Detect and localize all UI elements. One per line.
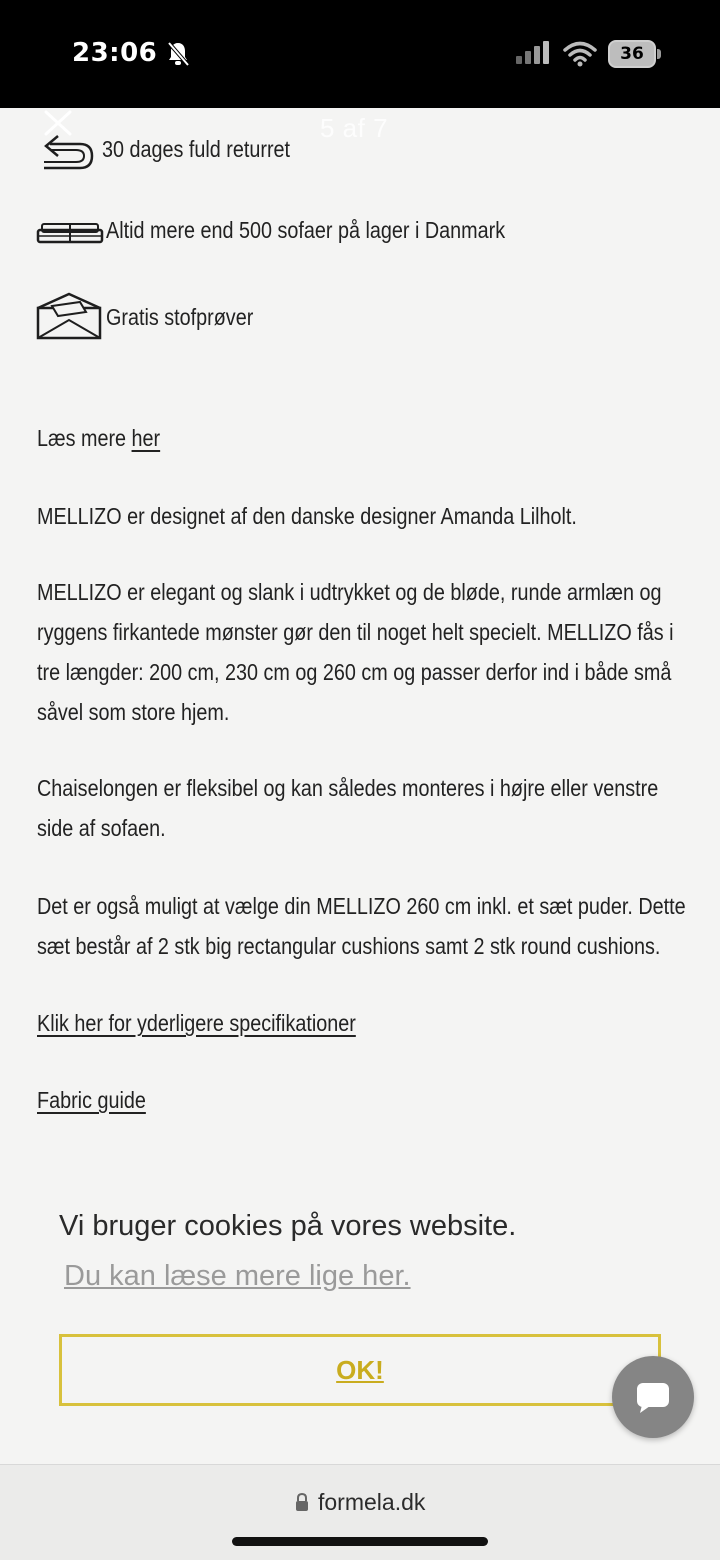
read-more bbox=[37, 418, 691, 458]
feature-returns bbox=[36, 124, 321, 174]
gallery-counter: 5 af 7 bbox=[320, 113, 389, 143]
cookie-text: Vi bruger cookies på vores website. bbox=[59, 1210, 517, 1242]
read-more-link[interactable]: her bbox=[131, 425, 161, 451]
feature-stock bbox=[36, 210, 570, 250]
description-paragraph: MELLIZO er designet af den danske designer Amanda Lilholt. bbox=[37, 503, 577, 529]
signal-icon bbox=[514, 40, 554, 66]
fabric-envelope-icon bbox=[36, 292, 106, 342]
cookie-ok-button[interactable]: OK! bbox=[59, 1334, 661, 1406]
status-time: 23:06 bbox=[72, 38, 158, 68]
description-designer bbox=[37, 496, 691, 536]
feature-label: Altid mere end 500 sofaer på lager i Danmark bbox=[106, 216, 506, 243]
specs-link-row bbox=[37, 1003, 691, 1043]
description-chaise bbox=[37, 768, 691, 848]
feature-samples bbox=[36, 292, 277, 342]
feature-label: 30 dages fuld returret bbox=[102, 135, 291, 162]
sofa-icon bbox=[36, 210, 106, 250]
url-text[interactable]: formela.dk bbox=[318, 1489, 426, 1515]
feature-label: Gratis stofprøver bbox=[106, 303, 254, 330]
description-paragraph: MELLIZO er elegant og slank i udtrykket og de bløde, runde armlæn og ryggens firkantede mønster gør den til noget helt specielt. MELLIZO fås i tre længder: 200 cm, 230 cm og 260 cm og passer derfor ind i både små såvel som store hjem. bbox=[37, 579, 674, 725]
cookie-more-link[interactable]: Du kan læse mere lige her. bbox=[64, 1260, 411, 1292]
wifi-icon bbox=[562, 40, 598, 68]
return-arrow-icon bbox=[36, 124, 102, 174]
battery-icon: 36 bbox=[608, 40, 656, 68]
description-paragraph: Chaiselongen er fleksibel og kan således monteres i højre eller venstre side af sofaen. bbox=[37, 775, 659, 841]
status-bar bbox=[0, 0, 720, 108]
chat-bubble-icon bbox=[636, 1382, 670, 1414]
fabric-guide-row bbox=[37, 1080, 691, 1120]
chat-button[interactable] bbox=[612, 1356, 694, 1438]
lock-icon bbox=[294, 1492, 310, 1512]
description-cushions bbox=[37, 886, 691, 966]
address-bar[interactable] bbox=[0, 1464, 720, 1560]
fabric-guide-link[interactable]: Fabric guide bbox=[37, 1087, 146, 1113]
description-paragraph: Det er også muligt at vælge din MELLIZO 260 cm inkl. et sæt puder. Dette sæt består af 2 stk big rectangular cushions samt 2 stk round cushions. bbox=[37, 893, 686, 959]
home-indicator bbox=[232, 1537, 488, 1546]
specs-link[interactable]: Klik her for yderligere specifikationer bbox=[37, 1010, 356, 1036]
read-more-prefix: Læs mere bbox=[37, 425, 132, 451]
description-details bbox=[37, 572, 691, 732]
bell-off-icon bbox=[166, 40, 190, 68]
battery-tip bbox=[657, 49, 661, 59]
